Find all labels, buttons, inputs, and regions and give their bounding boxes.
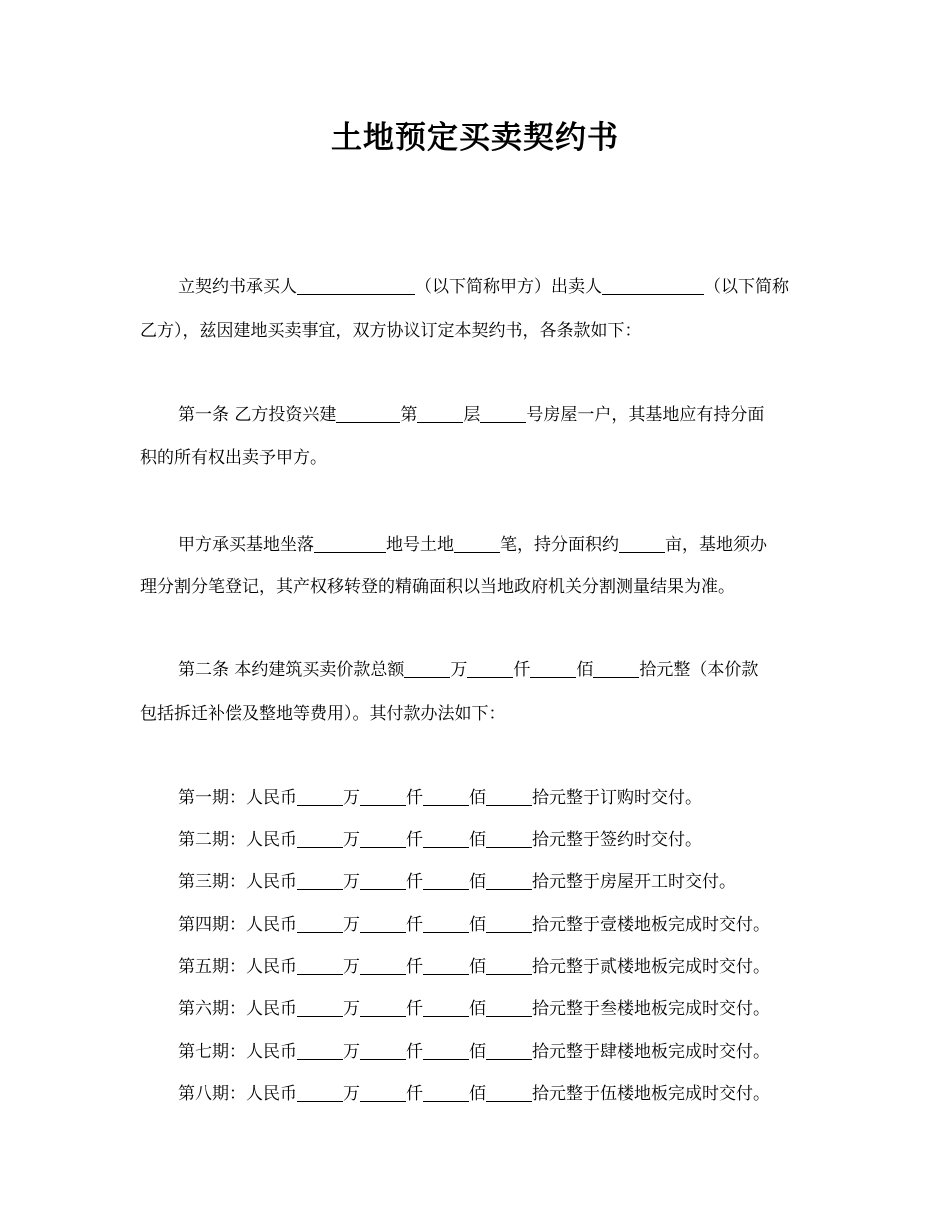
unit-text: 万 [343, 872, 360, 892]
qian-blank[interactable] [360, 789, 406, 806]
unit-text: 佰 [469, 915, 486, 935]
wan-blank[interactable] [297, 916, 343, 933]
unit-text: 万 [450, 660, 468, 680]
floor-blank[interactable] [417, 406, 463, 423]
article-text: 号房屋一户，其基地应有持分面 [526, 405, 765, 425]
article-text: 第二条 本约建筑买卖价款总额 [178, 660, 405, 680]
buyer-name-blank[interactable] [297, 278, 415, 295]
article-text: 地号土地 [386, 535, 454, 555]
unit-text: 仟 [406, 830, 423, 850]
unit-text: 仟 [513, 660, 531, 680]
location-blank[interactable] [314, 536, 386, 553]
house-number-blank[interactable] [480, 406, 526, 423]
intro-line-2: 乙方），兹因建地买卖事宜，双方协议订定本契约书，各条款如下： [140, 321, 642, 341]
unit-text: 万 [343, 788, 360, 808]
article-text: 笔，持分面积约 [500, 535, 619, 555]
unit-text: 万 [343, 915, 360, 935]
land-line-2: 理分割分笔登记，其产权移转登的精确面积以当地政府机关分割测量结果为准。 [140, 577, 735, 597]
shi-blank[interactable] [486, 831, 532, 848]
payment-label: 第四期：人民币 [178, 915, 297, 935]
payment-label: 第六期：人民币 [178, 999, 297, 1019]
payment-tail: 拾元整于壹楼地板完成时交付。 [532, 915, 770, 935]
wan-blank[interactable] [297, 789, 343, 806]
payment-tail: 拾元整于伍楼地板完成时交付。 [532, 1084, 770, 1104]
unit-text: 佰 [469, 872, 486, 892]
intro-text: 立契约书承买人 [178, 277, 297, 297]
wan-blank[interactable] [297, 1085, 343, 1102]
shi-blank[interactable] [486, 958, 532, 975]
intro-line-1 [178, 277, 858, 297]
article-text: 层 [463, 405, 481, 425]
unit-text: 佰 [469, 999, 486, 1019]
unit-text: 佰 [469, 957, 486, 977]
payment-row [178, 915, 858, 935]
bai-blank[interactable] [423, 831, 469, 848]
payment-tail: 拾元整于肆楼地板完成时交付。 [532, 1042, 770, 1062]
unit-text: 仟 [406, 872, 423, 892]
unit-text: 仟 [406, 957, 423, 977]
article-text: 第 [400, 405, 418, 425]
parcel-count-blank[interactable] [454, 536, 500, 553]
document-title: 土地预定买卖契约书 [331, 120, 619, 156]
unit-text: 佰 [469, 1042, 486, 1062]
unit-text: 万 [343, 999, 360, 1019]
total-bai-blank[interactable] [530, 661, 576, 678]
payment-row [178, 1042, 858, 1062]
qian-blank[interactable] [360, 873, 406, 890]
payment-row [178, 957, 858, 977]
bai-blank[interactable] [423, 1000, 469, 1017]
payment-tail: 拾元整于叁楼地板完成时交付。 [532, 999, 770, 1019]
payment-row [178, 872, 858, 892]
unit-text: 仟 [406, 915, 423, 935]
area-blank[interactable] [619, 536, 665, 553]
article2-line-1 [178, 660, 858, 680]
total-wan-blank[interactable] [404, 661, 450, 678]
unit-text: 佰 [469, 830, 486, 850]
unit-text: 仟 [406, 1042, 423, 1062]
land-line-1 [178, 535, 858, 555]
total-shi-blank[interactable] [593, 661, 639, 678]
article1-line-2: 积的所有权出卖予甲方。 [140, 448, 327, 468]
article-text: 甲方承买基地坐落 [178, 535, 314, 555]
payment-label: 第八期：人民币 [178, 1084, 297, 1104]
bai-blank[interactable] [423, 789, 469, 806]
qian-blank[interactable] [360, 831, 406, 848]
payment-label: 第二期：人民币 [178, 830, 297, 850]
payment-row [178, 788, 858, 808]
article2-line-2: 包括拆迁补偿及整地等费用）。其付款办法如下： [140, 704, 506, 724]
wan-blank[interactable] [297, 958, 343, 975]
payment-row [178, 830, 858, 850]
payment-row [178, 999, 858, 1019]
payment-tail: 拾元整于签约时交付。 [532, 830, 702, 850]
qian-blank[interactable] [360, 1043, 406, 1060]
payment-label: 第三期：人民币 [178, 872, 297, 892]
qian-blank[interactable] [360, 1000, 406, 1017]
qian-blank[interactable] [360, 958, 406, 975]
shi-blank[interactable] [486, 873, 532, 890]
shi-blank[interactable] [486, 1043, 532, 1060]
article-text: 拾元整（本价款 [639, 660, 759, 680]
bai-blank[interactable] [423, 873, 469, 890]
wan-blank[interactable] [297, 1000, 343, 1017]
unit-text: 佰 [469, 788, 486, 808]
unit-text: 万 [343, 957, 360, 977]
article-text: 第一条 乙方投资兴建 [178, 405, 337, 425]
total-qian-blank[interactable] [467, 661, 513, 678]
payment-tail: 拾元整于房屋开工时交付。 [532, 872, 736, 892]
article-text: 亩，基地须办 [665, 535, 767, 555]
bai-blank[interactable] [423, 958, 469, 975]
unit-text: 仟 [406, 788, 423, 808]
payment-label: 第五期：人民币 [178, 957, 297, 977]
unit-text: 仟 [406, 1084, 423, 1104]
unit-text: 万 [343, 1042, 360, 1062]
shi-blank[interactable] [486, 1085, 532, 1102]
seller-name-blank[interactable] [602, 278, 704, 295]
building-name-blank[interactable] [336, 406, 400, 423]
qian-blank[interactable] [360, 916, 406, 933]
payment-row [178, 1084, 858, 1104]
bai-blank[interactable] [423, 916, 469, 933]
payment-label: 第七期：人民币 [178, 1042, 297, 1062]
article1-line-1 [178, 405, 858, 425]
intro-text: （以下简称甲方）出卖人 [415, 277, 602, 297]
payment-tail: 拾元整于贰楼地板完成时交付。 [532, 957, 770, 977]
bai-blank[interactable] [423, 1085, 469, 1102]
unit-text: 仟 [406, 999, 423, 1019]
payment-tail: 拾元整于订购时交付。 [532, 788, 702, 808]
bai-blank[interactable] [423, 1043, 469, 1060]
wan-blank[interactable] [297, 873, 343, 890]
shi-blank[interactable] [486, 1000, 532, 1017]
intro-text: （以下简称 [704, 277, 789, 297]
wan-blank[interactable] [297, 831, 343, 848]
unit-text: 万 [343, 830, 360, 850]
wan-blank[interactable] [297, 1043, 343, 1060]
qian-blank[interactable] [360, 1085, 406, 1102]
unit-text: 佰 [576, 660, 594, 680]
unit-text: 万 [343, 1084, 360, 1104]
shi-blank[interactable] [486, 916, 532, 933]
payment-label: 第一期：人民币 [178, 788, 297, 808]
unit-text: 佰 [469, 1084, 486, 1104]
shi-blank[interactable] [486, 789, 532, 806]
